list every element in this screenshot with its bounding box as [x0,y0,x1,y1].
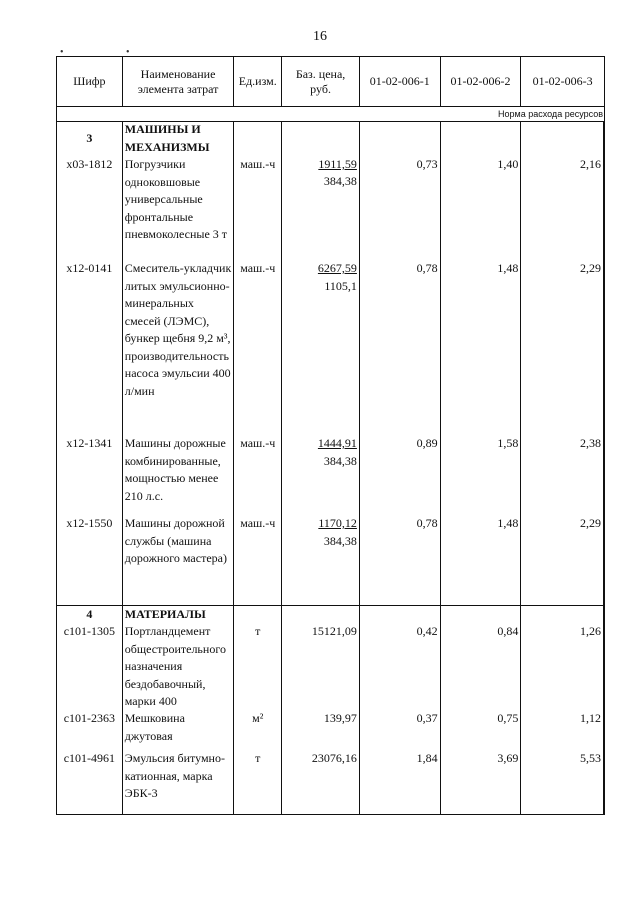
row-unit: маш.-ч [240,261,276,275]
table-header [57,57,604,107]
row-name: Машины дорожные комбинированные, мощностью менее 210 л.с. [124,436,226,503]
page-number: 16 [313,29,327,44]
norm-column-3 [521,122,604,814]
row-norm-1: 1,84 [416,751,438,765]
row-price: 1444,91 [317,436,357,450]
row-norm-1: 0,42 [416,624,438,638]
row-norm-1: 0,89 [416,436,438,450]
row-norm-3: 2,29 [580,261,602,275]
norm-label: Норма расхода ресурсов [57,107,604,122]
row-name: Мешковина джутовая [124,711,185,743]
row-name: Машины дорожной службы (машина дорожного мастера) [124,516,227,565]
price-column [282,122,360,814]
section-divider [57,605,604,606]
row-price: 1911,59 [318,157,357,171]
row-norm-2: 1,48 [497,261,519,275]
row-norm-2: 1,48 [497,516,519,530]
row-code: х12-1550 [66,516,113,530]
row-code: х12-1341 [66,436,113,450]
row-norm-3: 2,38 [580,436,602,450]
row-price: 1170,12 [318,516,357,530]
row-unit: т [255,624,261,638]
row-price: 23076,16 [311,751,357,765]
section-number: 4 [86,607,93,621]
row-unit: маш.-ч [240,516,276,530]
scan-marks: • • [60,47,160,58]
row-price-labor: 384,38 [323,174,357,188]
row-price: 6267,59 [317,261,357,275]
name-column [123,122,235,814]
section-number: 3 [86,131,93,145]
resource-table [56,56,605,815]
row-price: 15121,09 [311,624,357,638]
row-name: Портландцемент общестроительного назначения бездобавочный, марки 400 [124,624,226,708]
row-norm-3: 1,26 [580,624,602,638]
norm-column-1 [360,122,441,814]
row-name: Эмульсия битумно-катионная, марка ЭБК-3 [124,751,225,800]
section-title: МАТЕРИАЛЫ [124,607,206,621]
header-col-1: 01-02-006-1 [360,57,441,106]
row-norm-2: 3,69 [497,751,519,765]
code-column [57,122,123,814]
row-unit: т [255,751,261,765]
row-norm-1: 0,73 [416,157,438,171]
row-price-labor: 384,38 [323,534,357,548]
header-price: Баз. цена, руб. [282,57,360,106]
row-code: х03-1812 [66,157,113,171]
row-price-labor: 1105,1 [324,279,357,293]
row-norm-3: 2,29 [580,516,602,530]
unit-column [234,122,282,814]
row-code: с101-4961 [63,751,116,765]
row-unit: м² [252,711,264,725]
row-norm-1: 0,78 [416,516,438,530]
row-price-labor: 384,38 [323,454,357,468]
header-col-2: 01-02-006-2 [441,57,522,106]
row-norm-3: 2,16 [580,157,602,171]
header-col-3: 01-02-006-3 [532,74,593,88]
row-norm-1: 0,78 [416,261,438,275]
row-norm-2: 1,58 [497,436,519,450]
row-unit: маш.-ч [240,436,276,450]
row-name: Смеситель-укладчик литых эмульсионно-минеральных смесей (ЛЭМС), бункер щебня 9,2 м³, производительность насоса эмульсии 400 л/мин [124,261,232,398]
row-norm-2: 0,75 [497,711,519,725]
row-norm-2: 1,40 [497,157,519,171]
norm-column-2 [441,122,522,814]
row-code: х12-0141 [66,261,113,275]
row-norm-3: 5,53 [580,751,602,765]
row-code: с101-2363 [63,711,116,725]
row-unit: маш.-ч [240,157,276,171]
row-norm-2: 0,84 [497,624,519,638]
row-price: 139,97 [323,711,357,725]
section-title: МАШИНЫ И МЕХАНИЗМЫ [124,122,210,154]
header-unit: Ед.изм. [234,57,282,106]
header-name: Наименование элемента затрат [123,57,235,106]
row-name: Погрузчики одноковшовые универсальные фронтальные пневмоколесные 3 т [124,157,228,241]
row-code: с101-1305 [63,624,116,638]
row-norm-3: 1,12 [580,711,602,725]
header-code: Шифр [57,57,123,106]
row-norm-1: 0,37 [416,711,438,725]
table-body [57,122,604,814]
